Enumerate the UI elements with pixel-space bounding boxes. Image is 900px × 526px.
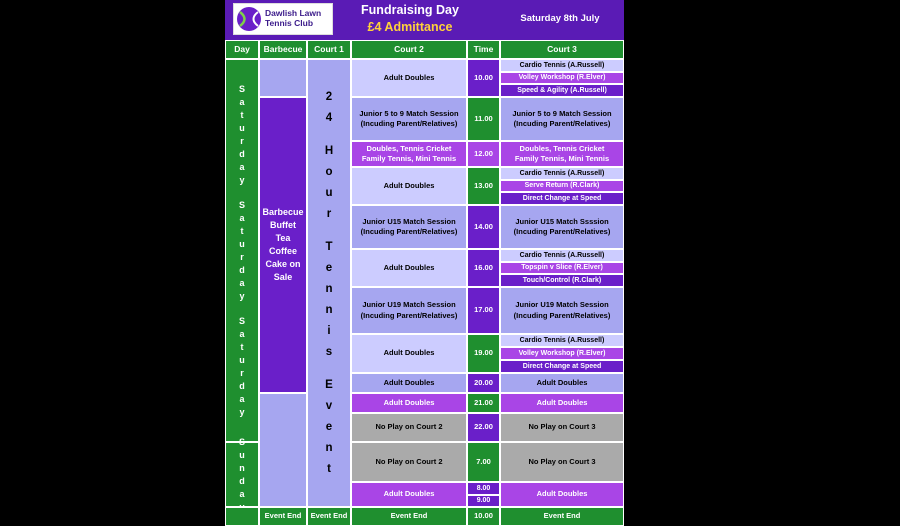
court3-session-line: Adult Doubles bbox=[536, 377, 588, 387]
court3-session: Speed & Agility (A.Russell) bbox=[500, 84, 624, 97]
vertical-letter: T bbox=[325, 240, 333, 253]
day-saturday-column bbox=[225, 59, 259, 442]
vertical-letter: d bbox=[239, 148, 245, 159]
court2-session-line: Adult Doubles bbox=[383, 377, 435, 387]
header-court2: Court 2 bbox=[351, 40, 467, 59]
court2-session-line: Adult Doubles bbox=[383, 72, 435, 82]
court2-session-line: Doubles, Tennis Cricket bbox=[366, 143, 452, 153]
club-logo bbox=[233, 3, 333, 35]
vertical-letter: e bbox=[325, 261, 333, 274]
vertical-letter: u bbox=[239, 354, 245, 365]
court3-session: Cardio Tennis (A.Russell) bbox=[500, 59, 624, 72]
court3-session-line: Adult Doubles bbox=[536, 489, 588, 499]
court2-session bbox=[351, 59, 467, 97]
day-sunday-column bbox=[225, 436, 259, 507]
court3-session-line: Doubles, Tennis Cricket bbox=[519, 143, 605, 153]
court2-session-line: No Play on Court 2 bbox=[375, 456, 443, 466]
court3-session bbox=[500, 442, 624, 482]
banner bbox=[225, 0, 624, 40]
barbecue-empty-top bbox=[259, 59, 307, 97]
court2-session bbox=[351, 287, 467, 334]
time-slot: 10.00 bbox=[467, 59, 500, 97]
court3-session-line: Junior U19 Match Session bbox=[515, 300, 609, 310]
header-court3: Court 3 bbox=[500, 40, 624, 59]
time-slot: 19.00 bbox=[467, 334, 500, 373]
court3-session: Serve Return (R.Clark) bbox=[500, 180, 624, 193]
court3-session: Topspin v Slice (R.Elver) bbox=[500, 262, 624, 275]
header-barbecue: Barbecue bbox=[259, 40, 307, 59]
court2-session bbox=[351, 373, 467, 393]
footer-court3: Event End bbox=[500, 507, 624, 526]
vertical-letter: o bbox=[325, 165, 333, 178]
vertical-letter: d bbox=[239, 475, 245, 486]
court2-session-line: Adult Doubles bbox=[383, 180, 435, 190]
time-slot: 12.00 bbox=[467, 141, 500, 167]
vertical-letter: a bbox=[239, 393, 245, 404]
court2-session bbox=[351, 141, 467, 167]
vertical-letter: a bbox=[239, 277, 245, 288]
time-slot: 20.00 bbox=[467, 373, 500, 393]
vertical-letter: n bbox=[239, 462, 245, 473]
vertical-letter: S bbox=[238, 315, 245, 326]
footer-court1: Event End bbox=[307, 507, 351, 526]
vertical-letter: y bbox=[239, 406, 245, 417]
barbecue-empty-bottom bbox=[259, 393, 307, 507]
admittance-price: £4 Admittance bbox=[367, 20, 453, 34]
court1-24-hour-event bbox=[307, 59, 351, 507]
vertical-letter: t bbox=[240, 341, 244, 352]
court3-session bbox=[500, 205, 624, 249]
court3-session: Direct Change at Speed bbox=[500, 192, 624, 205]
court3-session: Volley Workshop (R.Elver) bbox=[500, 72, 624, 85]
vertical-letter: 4 bbox=[325, 111, 333, 124]
club-name-line1: Dawlish Lawn bbox=[265, 8, 322, 19]
vertical-letter: i bbox=[327, 324, 331, 337]
club-name bbox=[265, 9, 321, 29]
vertical-letter: a bbox=[239, 212, 245, 223]
vertical-letter: d bbox=[239, 380, 245, 391]
tennis-ball-icon bbox=[236, 6, 262, 32]
barbecue-item: Cake on bbox=[265, 259, 301, 270]
vertical-letter: a bbox=[239, 161, 245, 172]
vertical-letter: 2 bbox=[325, 90, 333, 103]
court2-session-line: Adult Doubles bbox=[383, 262, 435, 272]
vertical-letter: r bbox=[240, 367, 244, 378]
time-slot: 9.00 bbox=[467, 495, 500, 508]
court3-session: Cardio Tennis (A.Russell) bbox=[500, 249, 624, 262]
court3-session: Touch/Control (R.Clark) bbox=[500, 274, 624, 287]
court2-session-line: Family Tennis, Mini Tennis bbox=[361, 154, 457, 163]
vertical-letter: u bbox=[239, 122, 245, 133]
footer-day bbox=[225, 507, 259, 526]
vertical-letter: r bbox=[240, 251, 244, 262]
time-slot: 13.00 bbox=[467, 167, 500, 205]
footer-time: 10.00 bbox=[467, 507, 500, 526]
vertical-letter: y bbox=[239, 290, 245, 301]
court3-session: Volley Workshop (R.Elver) bbox=[500, 347, 624, 360]
vertical-letter: S bbox=[238, 199, 245, 210]
court3-session: Direct Change at Speed bbox=[500, 360, 624, 373]
court3-session bbox=[500, 97, 624, 141]
vertical-letter: y bbox=[239, 174, 245, 185]
vertical-letter: u bbox=[239, 449, 245, 460]
court3-session bbox=[500, 413, 624, 442]
club-name-line2: Tennis Club bbox=[265, 18, 314, 28]
court3-session-line: Family Tennis, Mini Tennis bbox=[514, 154, 610, 163]
vertical-letter: S bbox=[238, 83, 245, 94]
vertical-letter: e bbox=[325, 420, 333, 433]
court3-session-line: Adult Doubles bbox=[536, 397, 588, 407]
court2-session bbox=[351, 205, 467, 249]
vertical-letter: n bbox=[325, 282, 333, 295]
vertical-letter: r bbox=[326, 207, 332, 220]
court2-session bbox=[351, 334, 467, 373]
court2-session-line: (Incuding Parent/Relatives) bbox=[360, 119, 458, 128]
vertical-letter: a bbox=[239, 96, 245, 107]
vertical-letter: s bbox=[325, 345, 333, 358]
vertical-letter: E bbox=[325, 378, 333, 391]
vertical-letter: S bbox=[238, 436, 245, 447]
vertical-letter: t bbox=[327, 462, 331, 475]
header-court1: Court 1 bbox=[307, 40, 351, 59]
court2-session-line: Adult Doubles bbox=[383, 397, 435, 407]
time-slot: 11.00 bbox=[467, 97, 500, 141]
vertical-letter: n bbox=[325, 303, 333, 316]
time-slot: 17.00 bbox=[467, 287, 500, 334]
court3-session bbox=[500, 287, 624, 334]
barbecue-item: Barbecue bbox=[262, 206, 304, 217]
court3-session: Cardio Tennis (A.Russell) bbox=[500, 334, 624, 347]
barbecue-item: Sale bbox=[273, 272, 293, 283]
court2-session bbox=[351, 167, 467, 205]
court2-session-line: (Incuding Parent/Relatives) bbox=[360, 227, 458, 236]
vertical-letter: u bbox=[239, 238, 245, 249]
time-slot: 14.00 bbox=[467, 205, 500, 249]
time-slot: 7.00 bbox=[467, 442, 500, 482]
court2-session bbox=[351, 249, 467, 287]
barbecue-item: Coffee bbox=[268, 246, 297, 256]
vertical-letter: a bbox=[239, 328, 245, 339]
vertical-letter: d bbox=[239, 264, 245, 275]
vertical-letter: a bbox=[239, 488, 245, 499]
page-title: Fundraising Day bbox=[361, 3, 459, 17]
event-date: Saturday 8th July bbox=[520, 13, 600, 24]
court2-session-line: (Incuding Parent/Relatives) bbox=[360, 310, 458, 320]
schedule-sheet bbox=[225, 0, 624, 526]
court2-session-line: Junior U15 Match Session bbox=[362, 216, 456, 226]
barbecue-menu bbox=[259, 97, 307, 393]
court3-session-line: Junior U15 Match Ssssion bbox=[515, 216, 609, 226]
court2-session-line: Junior U19 Match Session bbox=[362, 300, 456, 310]
vertical-letter: v bbox=[325, 399, 333, 412]
court2-session bbox=[351, 413, 467, 442]
vertical-letter: n bbox=[325, 441, 333, 454]
court2-session bbox=[351, 442, 467, 482]
court3-session: Cardio Tennis (A.Russell) bbox=[500, 167, 624, 180]
court3-session-line: Junior 5 to 9 Match Session bbox=[512, 108, 612, 118]
court3-session bbox=[500, 393, 624, 413]
court2-session-line: Adult Doubles bbox=[383, 489, 435, 499]
court2-session bbox=[351, 97, 467, 141]
court2-session bbox=[351, 393, 467, 413]
court3-session-line: (Incuding Parent/Relatives) bbox=[513, 227, 611, 236]
court3-session-line: (Incuding Parent/Relatives) bbox=[513, 119, 611, 128]
vertical-letter: H bbox=[324, 144, 334, 157]
header-day: Day bbox=[225, 40, 259, 59]
court3-session bbox=[500, 482, 624, 507]
vertical-letter: u bbox=[325, 186, 333, 199]
vertical-letter: t bbox=[240, 225, 244, 236]
time-slot: 8.00 bbox=[467, 482, 500, 495]
court2-session-line: No Play on Court 2 bbox=[375, 422, 443, 432]
time-slot: 21.00 bbox=[467, 393, 500, 413]
court2-session bbox=[351, 482, 467, 507]
court2-session-line: Adult Doubles bbox=[383, 348, 435, 358]
barbecue-item: Buffet bbox=[270, 219, 296, 230]
time-slot: 16.00 bbox=[467, 249, 500, 287]
barbecue-item: Tea bbox=[275, 232, 291, 243]
court3-session-line: (Incuding Parent/Relatives) bbox=[513, 310, 611, 320]
vertical-letter: t bbox=[240, 109, 244, 120]
header-time: Time bbox=[467, 40, 500, 59]
court3-session-line: No Play on Court 3 bbox=[528, 456, 596, 466]
time-slot: 22.00 bbox=[467, 413, 500, 442]
court3-session bbox=[500, 141, 624, 167]
court3-session-line: No Play on Court 3 bbox=[528, 422, 596, 432]
footer-court2: Event End bbox=[351, 507, 467, 526]
court2-session-line: Junior 5 to 9 Match Session bbox=[359, 108, 459, 118]
footer-barbecue: Event End bbox=[259, 507, 307, 526]
court3-session bbox=[500, 373, 624, 393]
vertical-letter: r bbox=[240, 135, 244, 146]
